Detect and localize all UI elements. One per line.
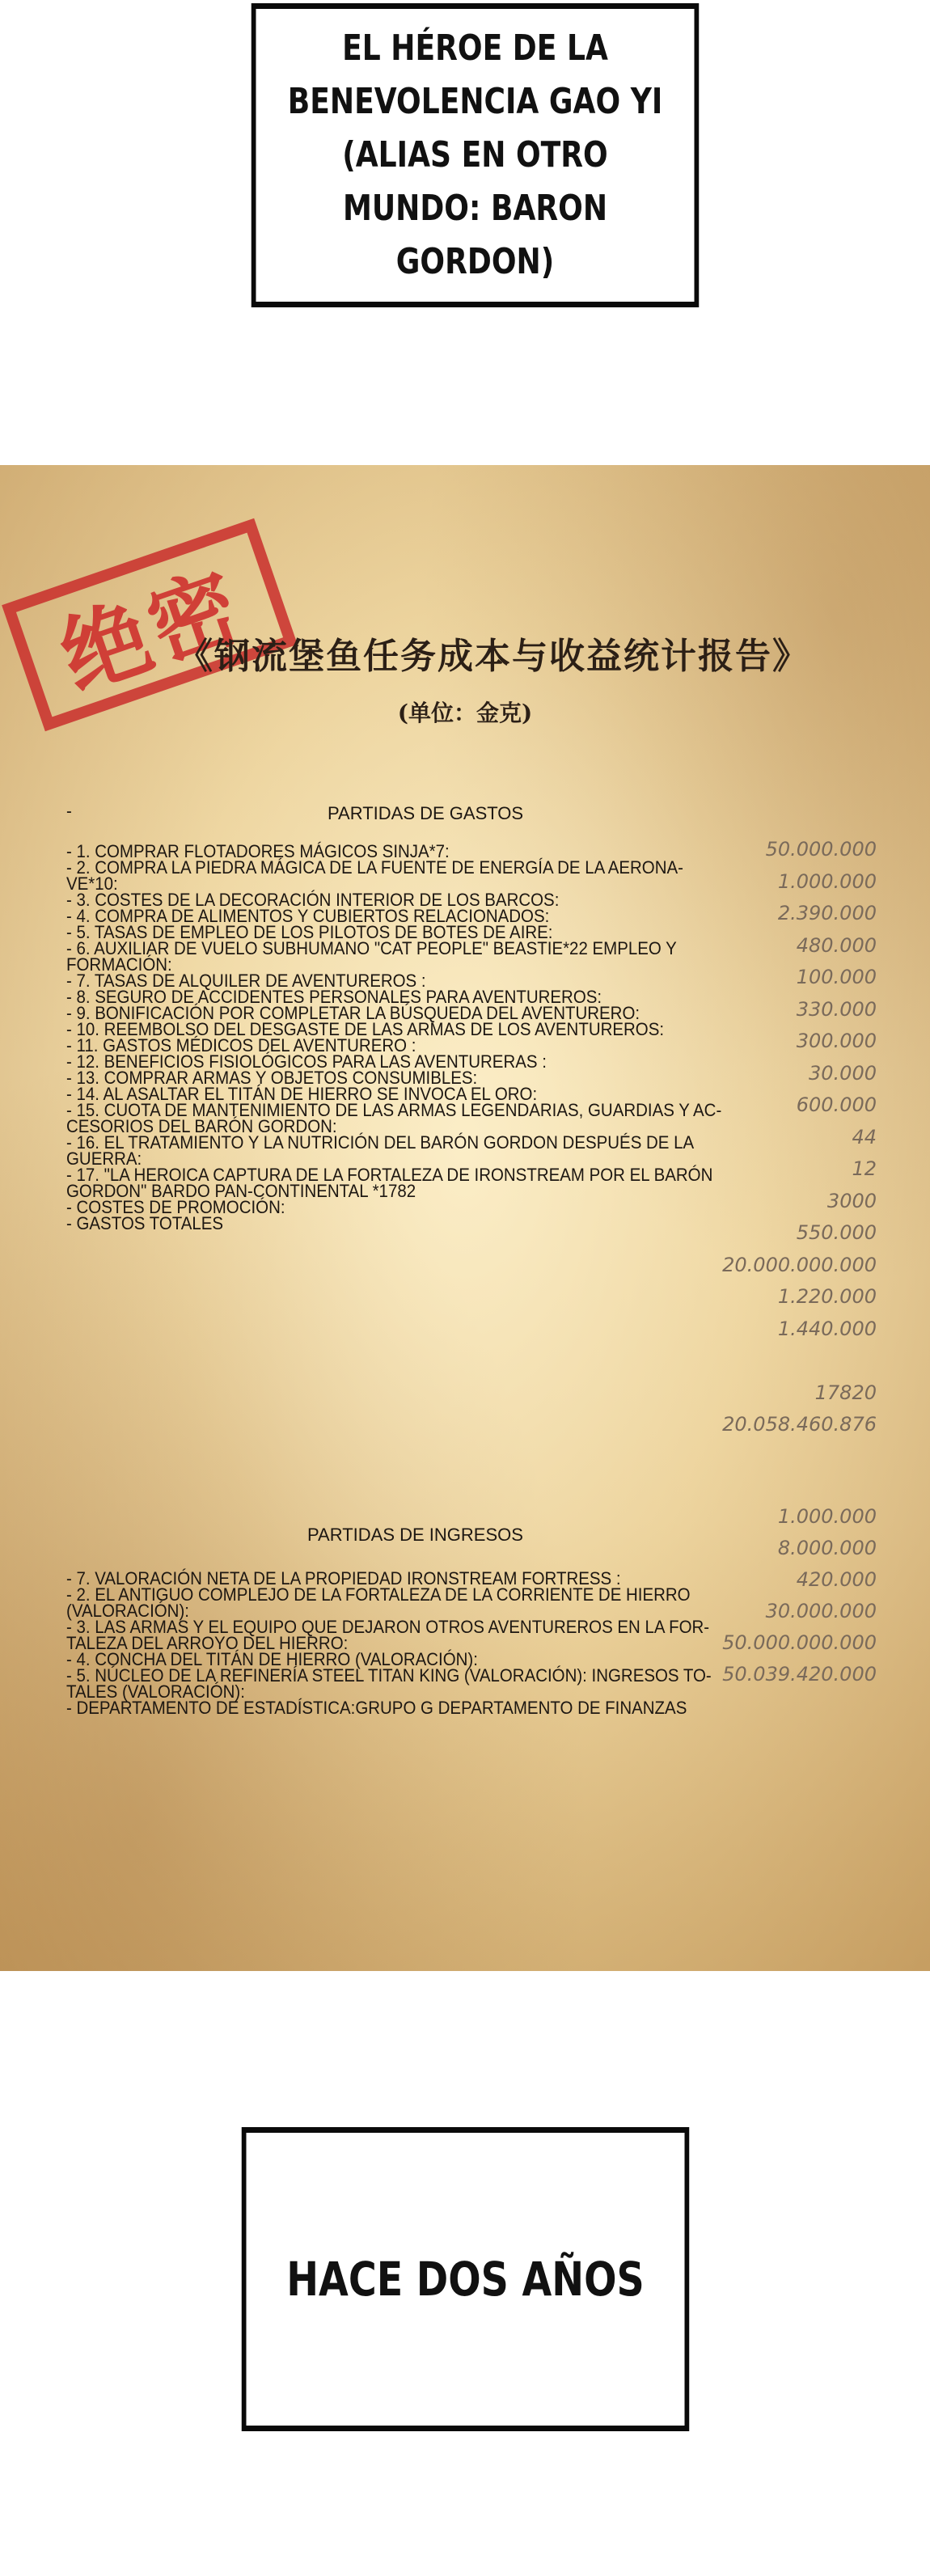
income-line: - 3. LAS ARMAS Y EL EQUIPO QUE DEJARON OTROS AVENTUREROS EN LA FOR- (66, 1617, 710, 1637)
expense-line: FORMACIÓN: (66, 954, 172, 975)
expense-line: GUERRA: (66, 1148, 142, 1169)
expenses-heading: PARTIDAS DE GASTOS (328, 803, 524, 823)
income-line: - 2. EL ANTIGUO COMPLEJO DE LA FORTALEZA DE LA CORRIENTE DE HIERRO (66, 1584, 691, 1605)
income-line: (VALORACIÓN): (66, 1601, 189, 1621)
expense-value: 1.440.000 (777, 1317, 877, 1340)
income-value: 420.000 (796, 1568, 877, 1591)
report-paper (0, 465, 930, 1971)
expense-value: 20.058.460.876 (722, 1413, 877, 1436)
report-title: 《钢流堡鱼任务成本与收益统计报告》 (177, 636, 810, 677)
expense-line: - 1. COMPRAR FLOTADORES MÁGICOS SINJA*7: (66, 841, 450, 861)
expense-line: - 3. COSTES DE LA DECORACIÓN INTERIOR DE LOS BARCOS: (66, 890, 560, 910)
expense-line: - 10. REEMBOLSO DEL DESGASTE DE LAS ARMAS DE LOS AVENTUREROS: (66, 1019, 665, 1039)
expense-line: - 12. BENEFICIOS FISIOLÓGICOS PARA LAS AVENTURERAS : (66, 1051, 547, 1072)
income-line: - 4. CONCHA DEL TITÁN DE HIERRO (VALORACIÓN): (66, 1649, 478, 1669)
expense-value: 2.390.000 (777, 902, 877, 924)
caption-line: GORDON) (395, 241, 555, 282)
expense-value: 100.000 (796, 966, 877, 988)
caption-box-top (252, 3, 700, 307)
income-values (722, 1501, 877, 1690)
expense-line: - 4. COMPRA DE ALIMENTOS Y CUBIERTOS RELACIONADOS: (66, 906, 550, 926)
income-line: TALEZA DEL ARROYO DEL HIERRO: (66, 1633, 349, 1653)
expense-value: 30.000 (809, 1061, 877, 1085)
expense-value: 3000 (826, 1189, 877, 1212)
expense-line: - 6. AUXILIAR DE VUELO SUBHUMANO "CAT PEOPLE" BEASTIE*22 EMPLEO Y (66, 938, 677, 958)
expense-value: 44 (852, 1125, 877, 1148)
expense-line: - (66, 801, 72, 821)
expense-line: - 7. TASAS DE ALQUILER DE AVENTUREROS : (66, 971, 426, 991)
expense-line: - 15. CUOTA DE MANTENIMIENTO DE LAS ARMAS LEGENDARIAS, GUARDIAS Y AC- (66, 1100, 722, 1120)
stamp-text: 绝密 (48, 553, 256, 711)
expense-value: 1.000.000 (777, 869, 877, 893)
expense-value: 300.000 (796, 1030, 877, 1052)
income-value: 30.000.000 (765, 1600, 877, 1622)
caption-line: (ALIAS EN OTRO MUNDO: BARON (342, 134, 608, 229)
expense-lines (66, 803, 72, 835)
caption-text-bottom: HACE DOS AÑOS (286, 2252, 645, 2307)
expense-value: 17820 (814, 1381, 877, 1404)
income-lines (66, 1568, 712, 1718)
expense-value: 600.000 (796, 1093, 877, 1116)
expense-line (66, 819, 72, 835)
expense-value (722, 1345, 877, 1377)
income-value: 1.000.000 (777, 1505, 877, 1528)
expense-values (722, 834, 877, 1441)
report-unit: (单位：金克) (397, 700, 533, 726)
expense-value: 330.000 (796, 997, 877, 1021)
expense-value: 480.000 (796, 933, 877, 957)
expense-value: 20.000.000.000 (722, 1253, 877, 1276)
expense-line: GORDON" BARDO PAN-CONTINENTAL *1782 (66, 1181, 416, 1201)
expense-line: - 2. COMPRA LA PIEDRA MÁGICA DE LA FUENTE DE ENERGÍA DE LA AERONA- (66, 857, 683, 878)
income-heading: PARTIDAS DE INGRESOS (307, 1525, 523, 1545)
income-value: 8.000.000 (777, 1537, 877, 1559)
expense-value: 1.220.000 (777, 1285, 877, 1308)
expense-line: - COSTES DE PROMOCIÓN: (66, 1197, 285, 1217)
expense-value: 12 (852, 1157, 877, 1180)
expense-line: - 17. "LA HEROICA CAPTURA DE LA FORTALEZA DE IRONSTREAM POR EL BARÓN (66, 1165, 713, 1185)
income-line: - 7. VALORACIÓN NETA DE LA PROPIEDAD IRONSTREAM FORTRESS : (66, 1568, 621, 1588)
income-value: 50.000.000.000 (722, 1631, 877, 1654)
caption-line: EL HÉROE DE LA BENEVOLENCIA GAO YI (287, 27, 663, 122)
expense-line: - 5. TASAS DE EMPLEO DE LOS PILOTOS DE BOTES DE AIRE: (66, 922, 553, 942)
expense-line: - 11. GASTOS MÉDICOS DEL AVENTURERO : (66, 1035, 416, 1055)
expense-items (66, 841, 722, 1233)
income-value: 50.039.420.000 (722, 1663, 877, 1686)
expense-value: 50.000.000 (765, 838, 877, 861)
expense-line: - 8. SEGURO DE ACCIDENTES PERSONALES PARA AVENTUREROS: (66, 987, 602, 1007)
caption-box-bottom (242, 2127, 690, 2431)
expense-line: CESORIOS DEL BARÓN GORDON: (66, 1116, 337, 1136)
expense-value: 550.000 (796, 1221, 877, 1244)
expense-line: - 14. AL ASALTAR EL TITÁN DE HIERRO SE INVOCA EL ORO: (66, 1084, 538, 1104)
expense-line: VE*10: (66, 873, 118, 894)
income-line: - DEPARTAMENTO DE ESTADÍSTICA:GRUPO G DEPARTAMENTO DE FINANZAS (66, 1698, 687, 1718)
expense-line: - GASTOS TOTALES (66, 1213, 224, 1233)
expense-line: - 16. EL TRATAMIENTO Y LA NUTRICIÓN DEL BARÓN GORDON DESPUÉS DE LA (66, 1132, 695, 1153)
expense-line: - 9. BONIFICACIÓN POR COMPLETAR LA BÚSQUEDA DEL AVENTURERO: (66, 1003, 640, 1023)
income-line: TALES (VALORACIÓN): (66, 1681, 245, 1702)
expense-line: - 13. COMPRAR ARMAS Y OBJETOS CONSUMIBLES: (66, 1068, 478, 1088)
caption-text-top (277, 22, 674, 289)
income-line: - 5. NÚCLEO DE LA REFINERÍA STEEL TITAN KING (VALORACIÓN): INGRESOS TO- (66, 1665, 712, 1686)
